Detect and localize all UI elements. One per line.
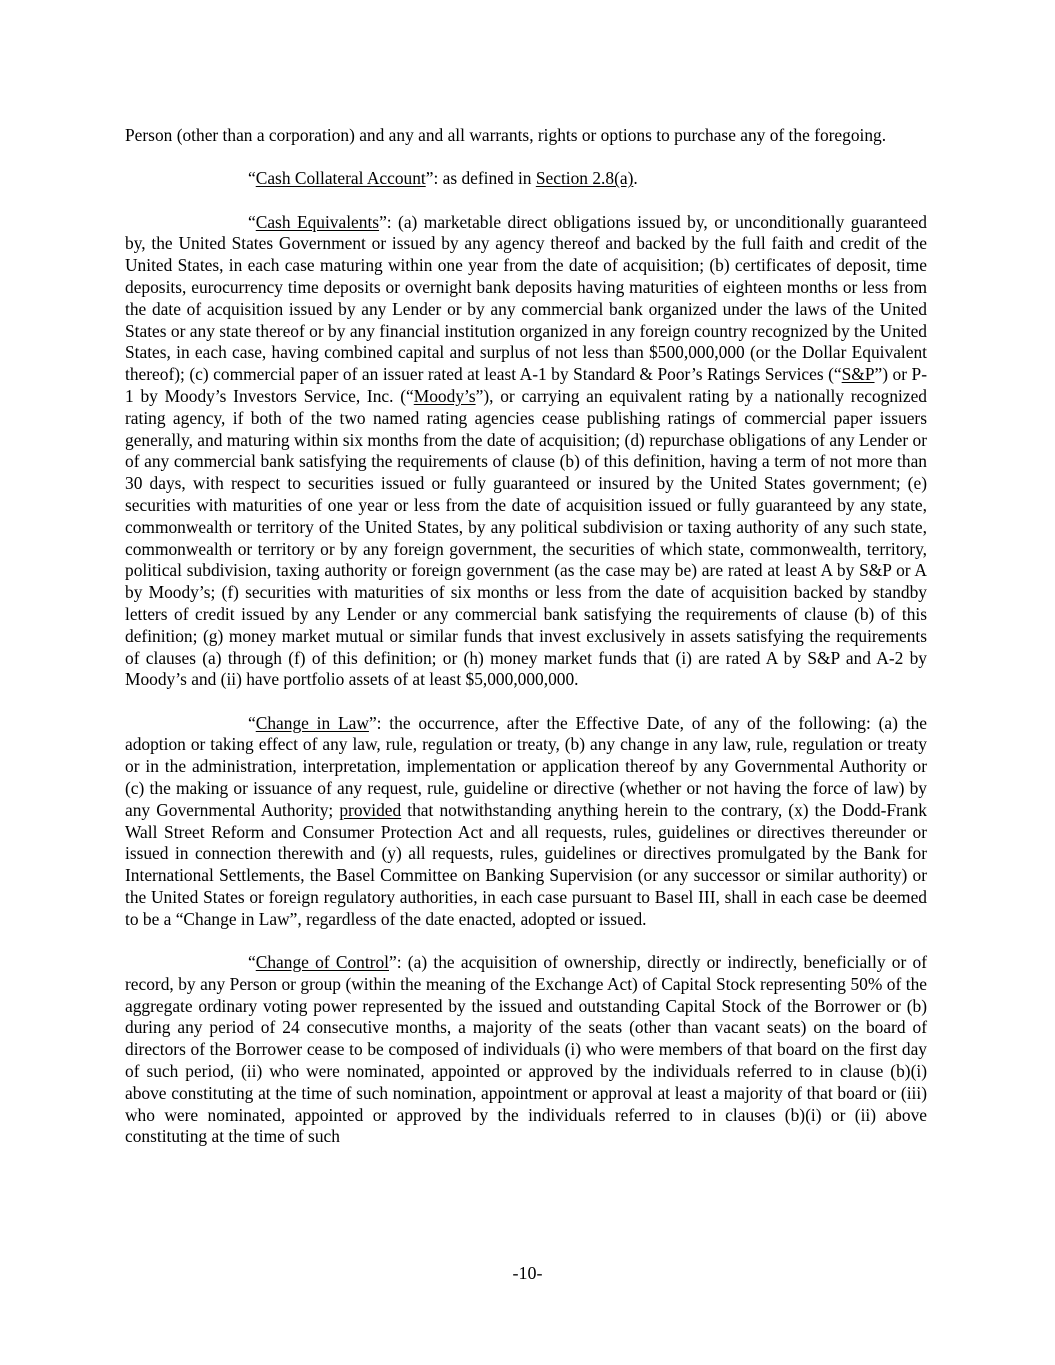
definition-text: that notwithstanding anything herein to the contrary, (x) the Dodd-Frank Wall Street Reform and Consumer Protection Act and all requests, rules, guidelines or directives thereunder or issued in connection therewith and (y) all requests, rules, guidelines or directives promulgated by the Bank for International Settlements, the Basel Committee on Banking Supervision (or any successor or similar authority) or the United States or foreign regulatory authorities, in each case pursuant to Basel III, shall in each case be deemed to be a “Change in Law”, regardless of the date enacted, adopted or issued. [125,799,927,929]
definition-change-of-control [125,952,927,1148]
definition-text: ”: the occurrence, after the Effective Date, of any of the following: (a) the adoption or taking effect of any law, rule, regulation or treaty, (b) any change in any law, rule, regulation or treaty or in the administration, interpretation, implementation or application thereof by any Governmental Authority or (c) the making or issuance of any request, rule, guideline or directive (whether or not having the force of law) by any Governmental Authority; [125,712,927,820]
definition-text: ”) or P-1 by Moody’s Investors Service, Inc. (“ [125,364,927,406]
page-number: -10- [512,1263,543,1283]
open-quote: “ [248,211,256,232]
defined-term-sp: S&P [841,364,875,385]
defined-term-change-in-law: Change in Law [255,712,369,733]
defined-term-cash-collateral-account: Cash Collateral Account [255,168,426,189]
document-page [125,125,927,1170]
definition-cash-equivalents [125,212,927,692]
definition-end: . [633,168,638,189]
section-reference: Section 2.8(a) [535,168,634,189]
open-quote: “ [248,168,256,189]
open-quote: “ [248,712,256,733]
defined-term-cash-equivalents: Cash Equivalents [255,211,380,232]
definition-change-in-law [125,713,927,931]
intro-text: Person (other than a corporation) and any and all warrants, rights or options to purchase any of the foregoing. [125,125,887,145]
definition-text: ”), or carrying an equivalent rating by a nationally recognized rating agency, if both of the two named rating agencies cease publishing ratings of commercial paper issuers generally, and maturing within six months from the date of acquisition; (d) repurchase obligations of any Lender or of any commercial bank satisfying the requirements of clause (b) of this definition, having a term of not more than 30 days, with respect to securities issued or fully guaranteed or insured by the United States government; (e) securities with maturities of one year or less from the date of acquisition issued or fully guaranteed by any state, commonwealth or territory of the United States, by any political subdivision or taxing authority of any such state, commonwealth or territory or by any foreign government, the securities of which state, commonwealth, territory, political subdivision, taxing authority or foreign government (as the case may be) are rated at least A by S&P or A by Moody’s; (f) securities with maturities of six months or less from the date of acquisition backed by standby letters of credit issued by any Lender or any commercial bank satisfying the requirements of clause (b) of this definition; (g) money market mutual or similar funds that invest exclusively in assets satisfying the requirements of clauses (a) through (f) of this definition; or (h) money market funds that (i) are rated A by S&P and A-2 by Moody’s and (ii) have portfolio assets of at least $5,000,000,000. [125,385,928,690]
paragraph-intro [125,125,927,147]
definition-text: ”: as defined in [425,168,536,189]
open-quote: “ [248,952,256,973]
definition-text: ”: (a) marketable direct obligations issued by, or unconditionally guaranteed by, the United States Government or issued by any agency thereof and backed by the full faith and credit of the United States, in each case maturing within one year from the date of acquisition; (b) certificates of deposit, time deposits, eurocurrency time deposits or overnight bank deposits having maturities of eighteen months or less from the date of acquisition issued by any Lender or by any commercial bank organized under the laws of the United States or any state thereof or by any financial institution organized in any foreign country recognized by the United States, in each case, having combined capital and surplus of not less than $500,000,000 (or the Dollar Equivalent thereof); (c) commercial paper of an issuer rated at least A-1 by Standard & Poor’s Ratings Services (“ [125,211,927,385]
defined-term-moodys: Moody’s [413,385,476,406]
provided-keyword: provided [339,799,402,820]
definition-cash-collateral-account [125,168,927,190]
defined-term-change-of-control: Change of Control [255,952,389,973]
definition-text: ”: (a) the acquisition of ownership, directly or indirectly, beneficially or of record, by any Person or group (within the meaning of the Exchange Act) of Capital Stock representing 50% of the aggregate ordinary voting power represented by the issued and outstanding Capital Stock of the Borrower or (b) during any period of 24 consecutive months, a majority of the seats (other than vacant seats) on the board of directors of the Borrower cease to be composed of individuals (i) who were members of that board on the first day of such period, (ii) who were nominated, appointed or approved by the individuals referred to in clause (b)(i) above constituting at the time of such nomination, appointment or approval at least a majority of that board or (iii) who were nominated, appointed or approved by the individuals referred to in clauses (b)(i) or (ii) above constituting at the time of such [125,952,927,1147]
